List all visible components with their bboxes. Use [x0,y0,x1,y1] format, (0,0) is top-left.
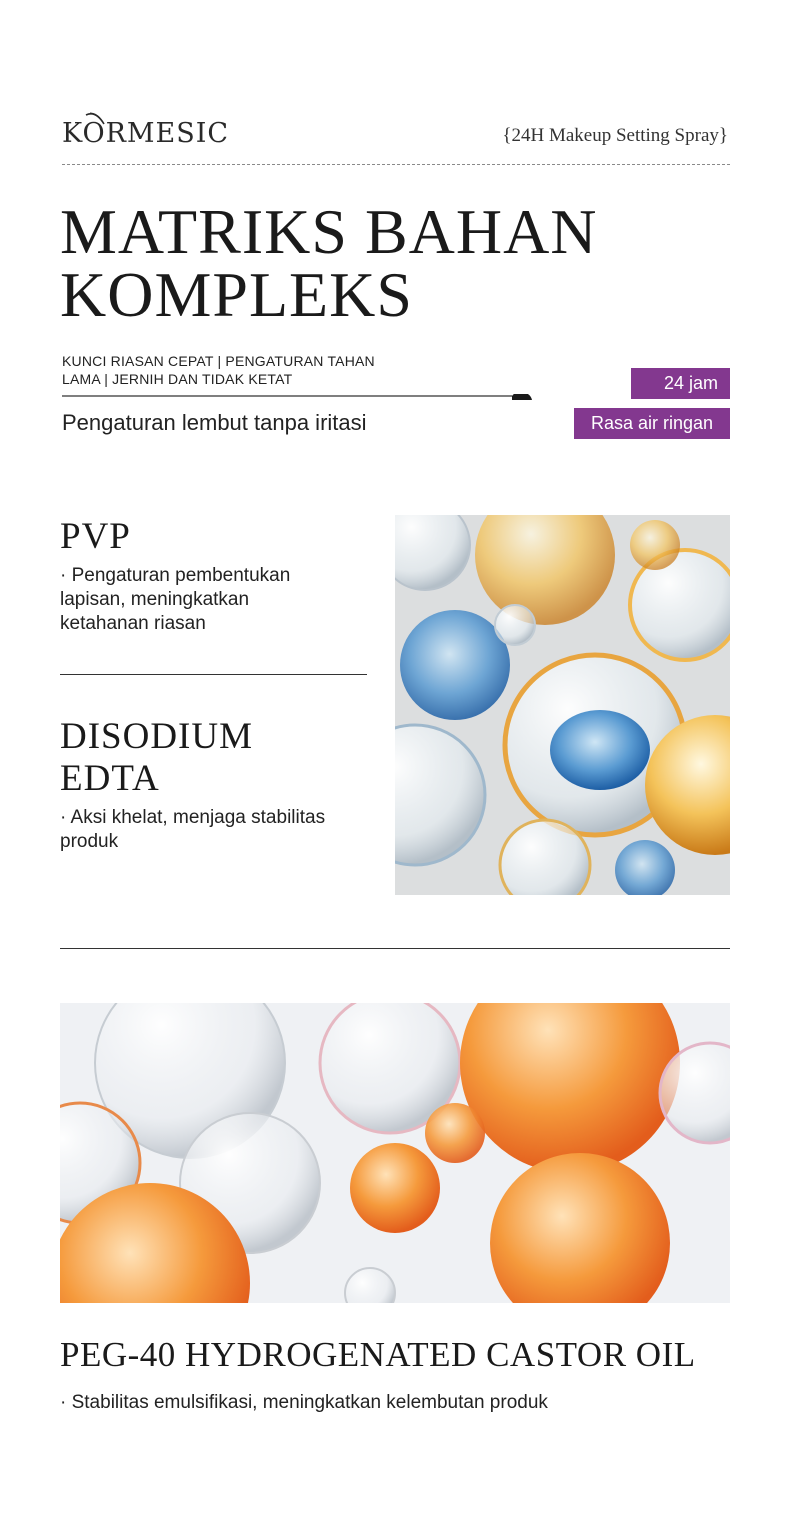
texture-badge: Rasa air ringan [574,408,730,439]
duration-badge: 24 jam [631,368,730,399]
ingredient-desc-pvp: · Pengaturan pembentukan lapisan, meningkatkan ketahanan riasan [60,565,291,634]
ingredient-title-edta: DISODIUM EDTA [60,716,253,799]
key-benefits-caption: KUNCI RIASAN CEPAT | PENGATURAN TAHAN LAMA | JERNIH DAN TIDAK KETAT [62,353,375,387]
bubbles-image-orange [60,1003,730,1303]
ingredient-desc-peg40: · Stabilitas emulsifikasi, meningkatkan kelembutan produk [60,1392,548,1413]
logo-swoosh-icon [84,112,106,126]
ingredient-desc-edta: · Aksi khelat, menjaga stabilitas produk [60,807,326,852]
gentle-setting-text: Pengaturan lembut tanpa iritasi [62,410,367,435]
page-title: MATRIKS BAHAN KOMPLEKS [60,196,598,330]
header-divider [62,164,730,165]
product-tagline: {24H Makeup Setting Spray} [502,125,728,146]
brand-logo: KORMESIC [62,118,230,149]
section-divider [60,674,367,675]
section-divider-full [60,948,730,949]
ingredient-title-pvp: PVP [60,516,131,557]
ingredient-title-peg40: PEG-40 HYDROGENATED CASTOR OIL [60,1335,696,1374]
decorative-rule [62,394,532,406]
bubbles-image-blue-gold [395,515,730,895]
